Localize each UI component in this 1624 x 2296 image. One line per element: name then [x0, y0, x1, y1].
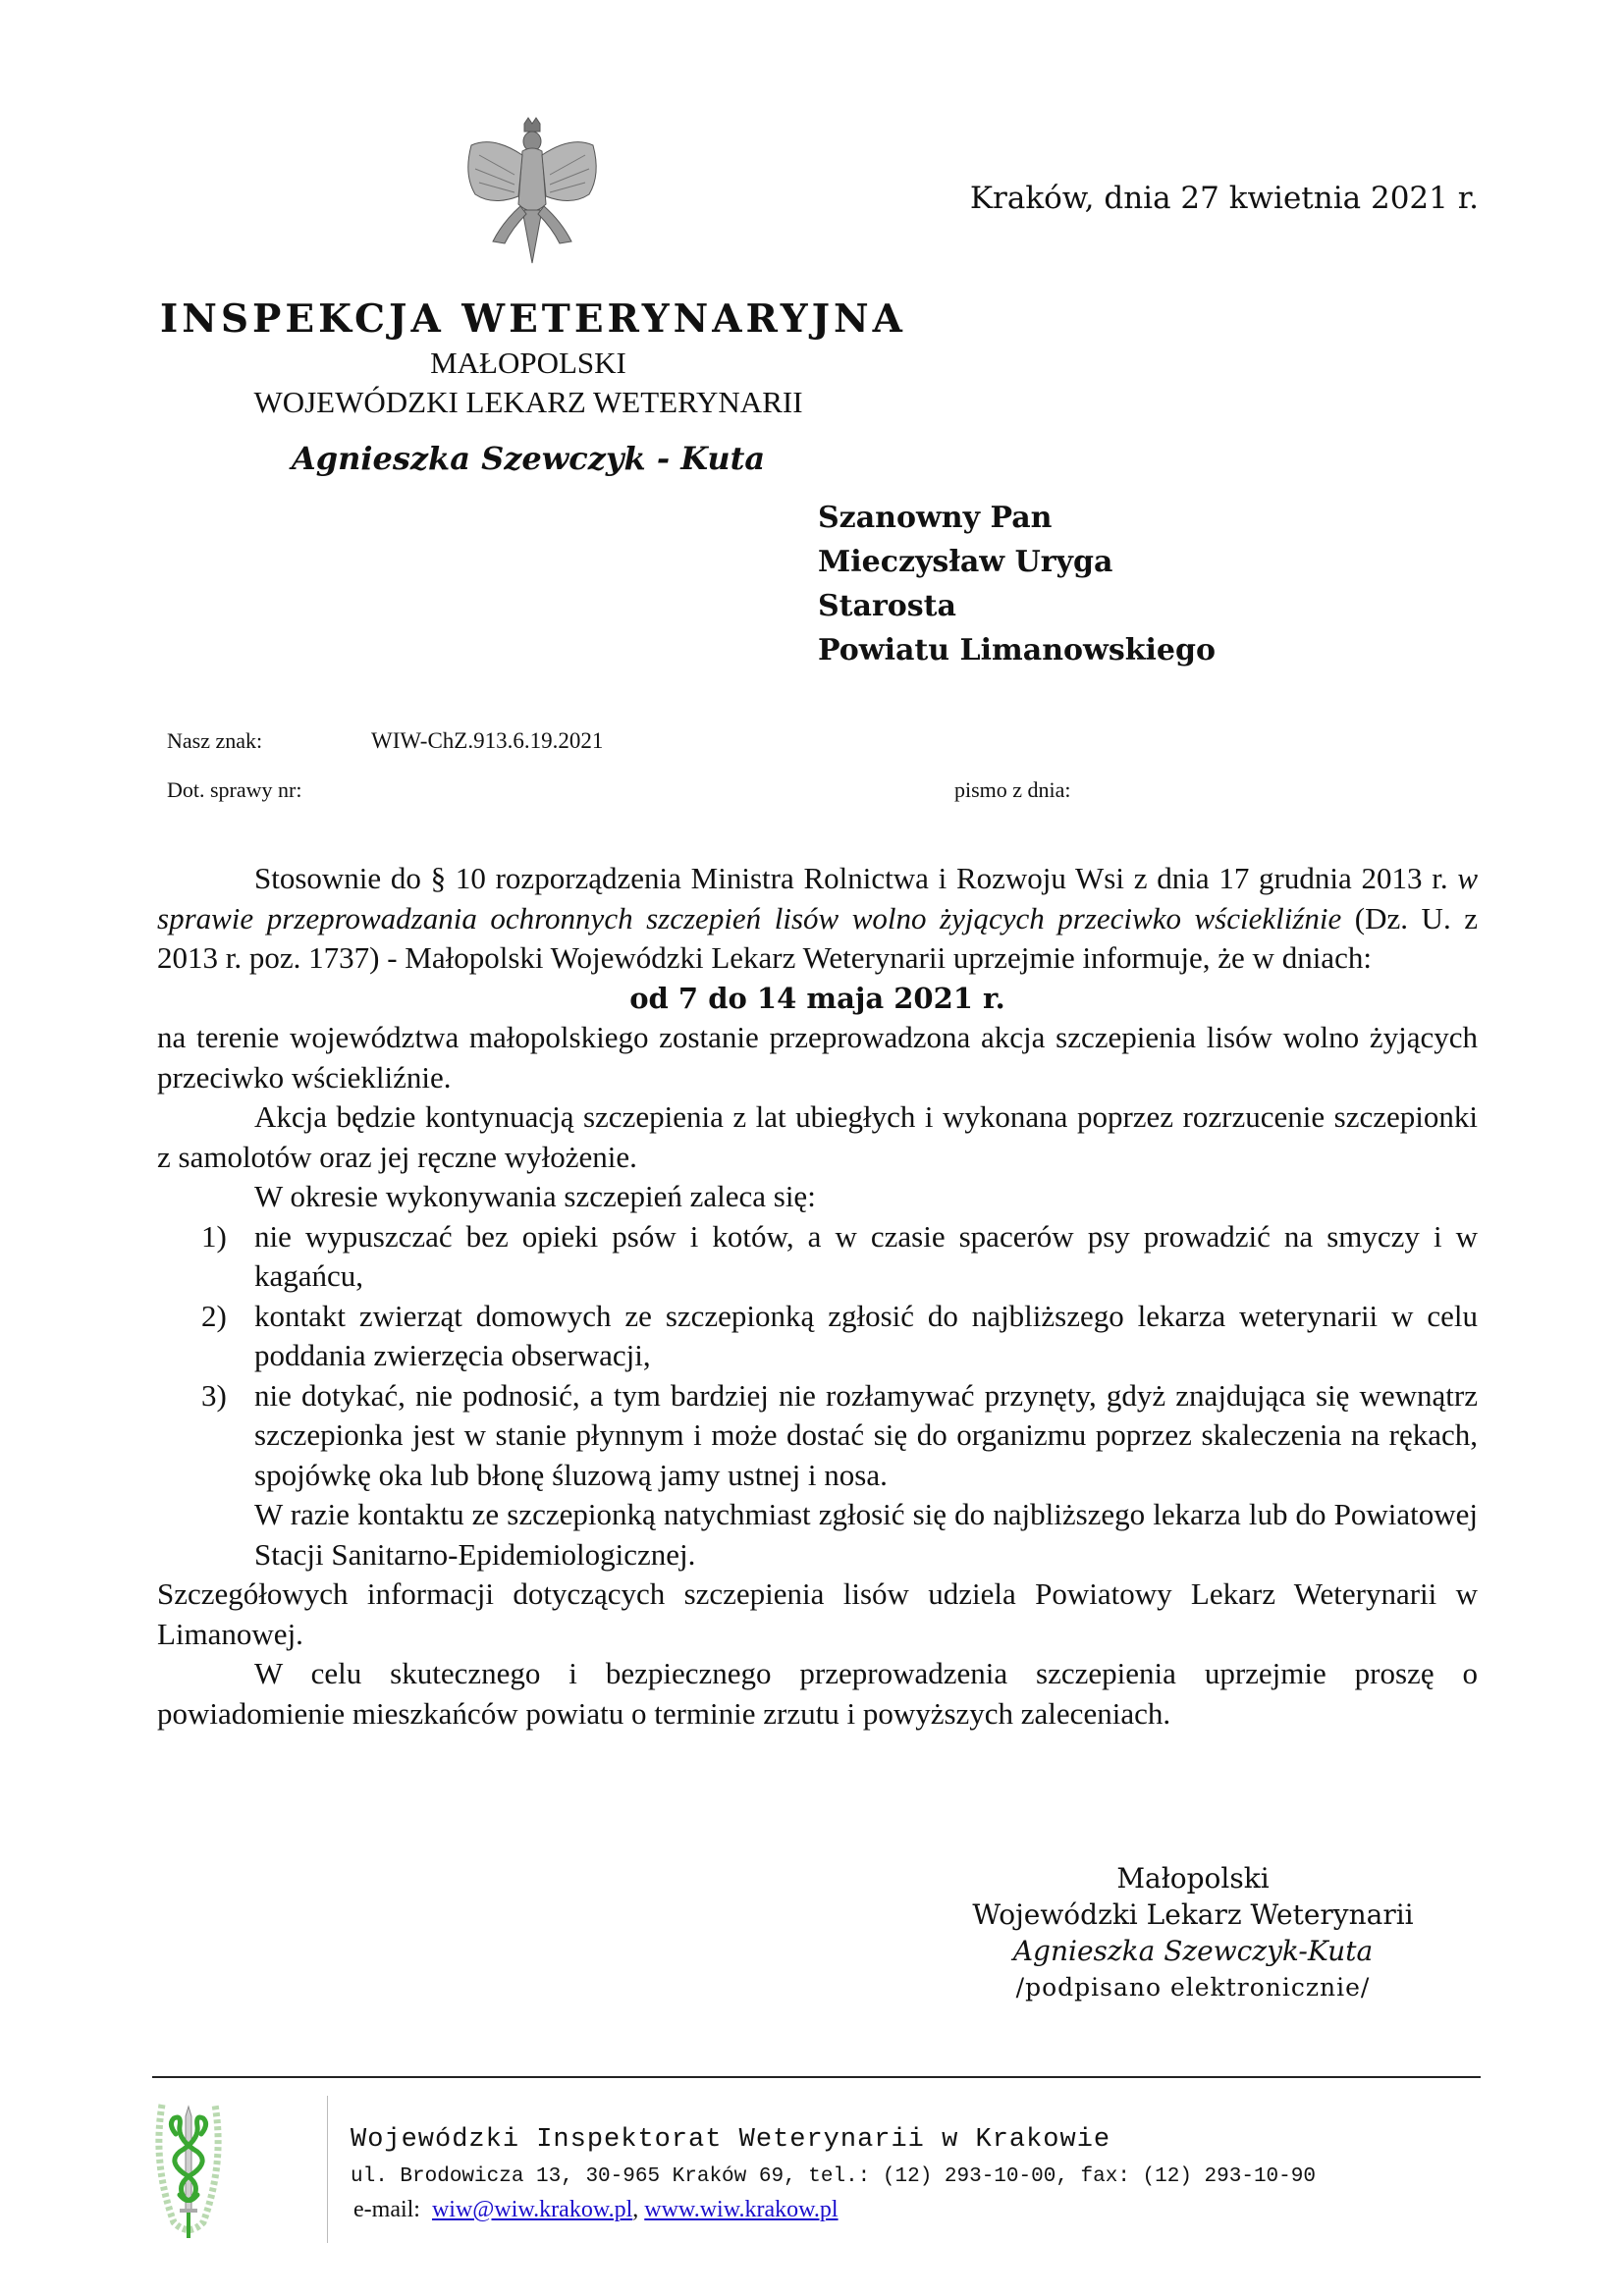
signature-note: /podpisano elektronicznie/: [1015, 1973, 1371, 2002]
recommendation-item: [157, 1217, 1478, 1297]
intro-text-part1: Stosownie do § 10 rozporządzenia Ministra Rolnictwa i Rozwoju Wsi z dnia 17 grudnia 2013 r.: [254, 861, 1458, 895]
item-text: nie dotykać, nie podnosić, a tym bardziej nie rozłamywać przynęty, gdyż znajdująca się wewnątrz szczepionka jest w stanie płynnym i może dostać się do organizmu poprzez skaleczenia na rękach, spojówkę oka lub błonę śluzową jamy ustnej i nosa.: [254, 1377, 1478, 1492]
contact-note: W razie kontaktu ze szczepionką natychmiast zgłosić się do najbliższego lekarza lub do Powiatowej Stacji Sanitarno-Epidemiologicznej.: [254, 1497, 1478, 1572]
addressee-salutation: Szanowny Pan: [818, 501, 1053, 535]
letter-date-label: pismo z dnia:: [954, 777, 1071, 802]
institution-address: ul. Brodowicza 13, 30-965 Kraków 69, tel.: (12) 293-10-00, fax: (12) 293-10-90: [351, 2165, 1316, 2188]
contact-line: [353, 2197, 839, 2223]
continuation-paragraph: Akcja będzie kontynuacją szczepienia z lat ubiegłych i wykonana poprzez rozrzucenie szczepionki z samolotów oraz jej ręczne wyłożenie.: [157, 1099, 1478, 1174]
intro-paragraph: [157, 859, 1478, 979]
campaign-date-range: od 7 do 14 maja 2021 r.: [629, 981, 1005, 1015]
item-number: 3): [201, 1377, 227, 1413]
item-number: 2): [201, 1298, 227, 1333]
veterinary-caduceus-logo-icon: [154, 2095, 311, 2242]
closing-paragraph: W celu skutecznego i bezpiecznego przeprowadzenia szczepienia uprzejmie proszę o powiadomienie mieszkańców powiatu o terminie zrzutu i powyższych zaleceniach.: [157, 1656, 1478, 1731]
institution-name: Wojewódzki Inspektorat Weterynarii w Krakowie: [351, 2125, 1111, 2155]
case-number-label: Dot. sprawy nr:: [167, 777, 302, 802]
recommendations-intro: W okresie wykonywania szczepień zaleca się:: [254, 1179, 816, 1213]
footer-divider: [152, 2076, 1481, 2078]
addressee-office: Powiatu Limanowskiego: [818, 633, 1216, 667]
email-link[interactable]: wiw@wiw.krakow.pl: [431, 2197, 633, 2222]
signature-block: [889, 1860, 1497, 2005]
our-reference-label: Nasz znak:: [167, 728, 263, 753]
email-label: e-mail:: [353, 2197, 420, 2222]
letter-date: Kraków, dnia 27 kwietnia 2021 r.: [969, 181, 1479, 216]
polish-eagle-emblem-icon: [454, 116, 611, 278]
campaign-description: na terenie województwa małopolskiego zostanie przeprowadzona akcja szczepienia lisów wolno żyjących przeciwko wściekliźnie.: [157, 1020, 1478, 1095]
details-info: Szczegółowych informacji dotyczących szczepienia lisów udziela Powiatowy Lekarz Weterynarii w Limanowej.: [157, 1576, 1478, 1651]
recommendation-item: [157, 1297, 1478, 1376]
addressee-block: [818, 496, 1216, 672]
signature-office: Wojewódzki Lekarz Weterynarii: [972, 1898, 1414, 1931]
signature-region: Małopolski: [1116, 1862, 1270, 1895]
addressee-name: Mieczysław Uryga: [818, 545, 1113, 579]
addressee-title: Starosta: [818, 589, 956, 623]
official-name: Agnieszka Szewczyk - Kuta: [291, 440, 766, 477]
our-reference-value: WIW-ChZ.913.6.19.2021: [371, 728, 604, 753]
website-link[interactable]: www.wiw.krakow.pl: [644, 2197, 839, 2222]
recommendation-item: [157, 1376, 1478, 1496]
item-number: 1): [201, 1218, 227, 1254]
letter-body: [157, 859, 1478, 1734]
intro-text-part2: (Dz. U. z 2013 r. poz. 1737) - Małopolski Wojewódzki Lekarz Weterynarii uprzejmie informuje, że w dniach:: [157, 900, 1478, 975]
item-text: nie wypuszczać bez opieki psów i kotów, a w czasie spacerów psy prowadzić na smyczy i w kagańcu,: [254, 1218, 1478, 1293]
item-text: kontakt zwierząt domowych ze szczepionką zgłosić do najbliższego lekarza weterynarii w celu poddania zwierzęcia obserwacji,: [254, 1298, 1478, 1372]
organization-title: INSPEKCJA WETERYNARYJNA: [160, 296, 906, 342]
link-separator: ,: [632, 2197, 639, 2222]
footer-vertical-separator: [327, 2096, 328, 2243]
recommendations-list: [157, 1217, 1478, 1496]
signature-name: Agnieszka Szewczyk-Kuta: [1012, 1935, 1374, 1967]
organization-subtitle-office: WOJEWÓDZKI LEKARZ WETERYNARII: [253, 385, 803, 419]
regulation-title: w sprawie przeprowadzania ochronnych szczepień lisów wolno żyjących przeciwko wściekliźnie: [157, 861, 1478, 935]
organization-subtitle-region: MAŁOPOLSKI: [430, 346, 626, 380]
